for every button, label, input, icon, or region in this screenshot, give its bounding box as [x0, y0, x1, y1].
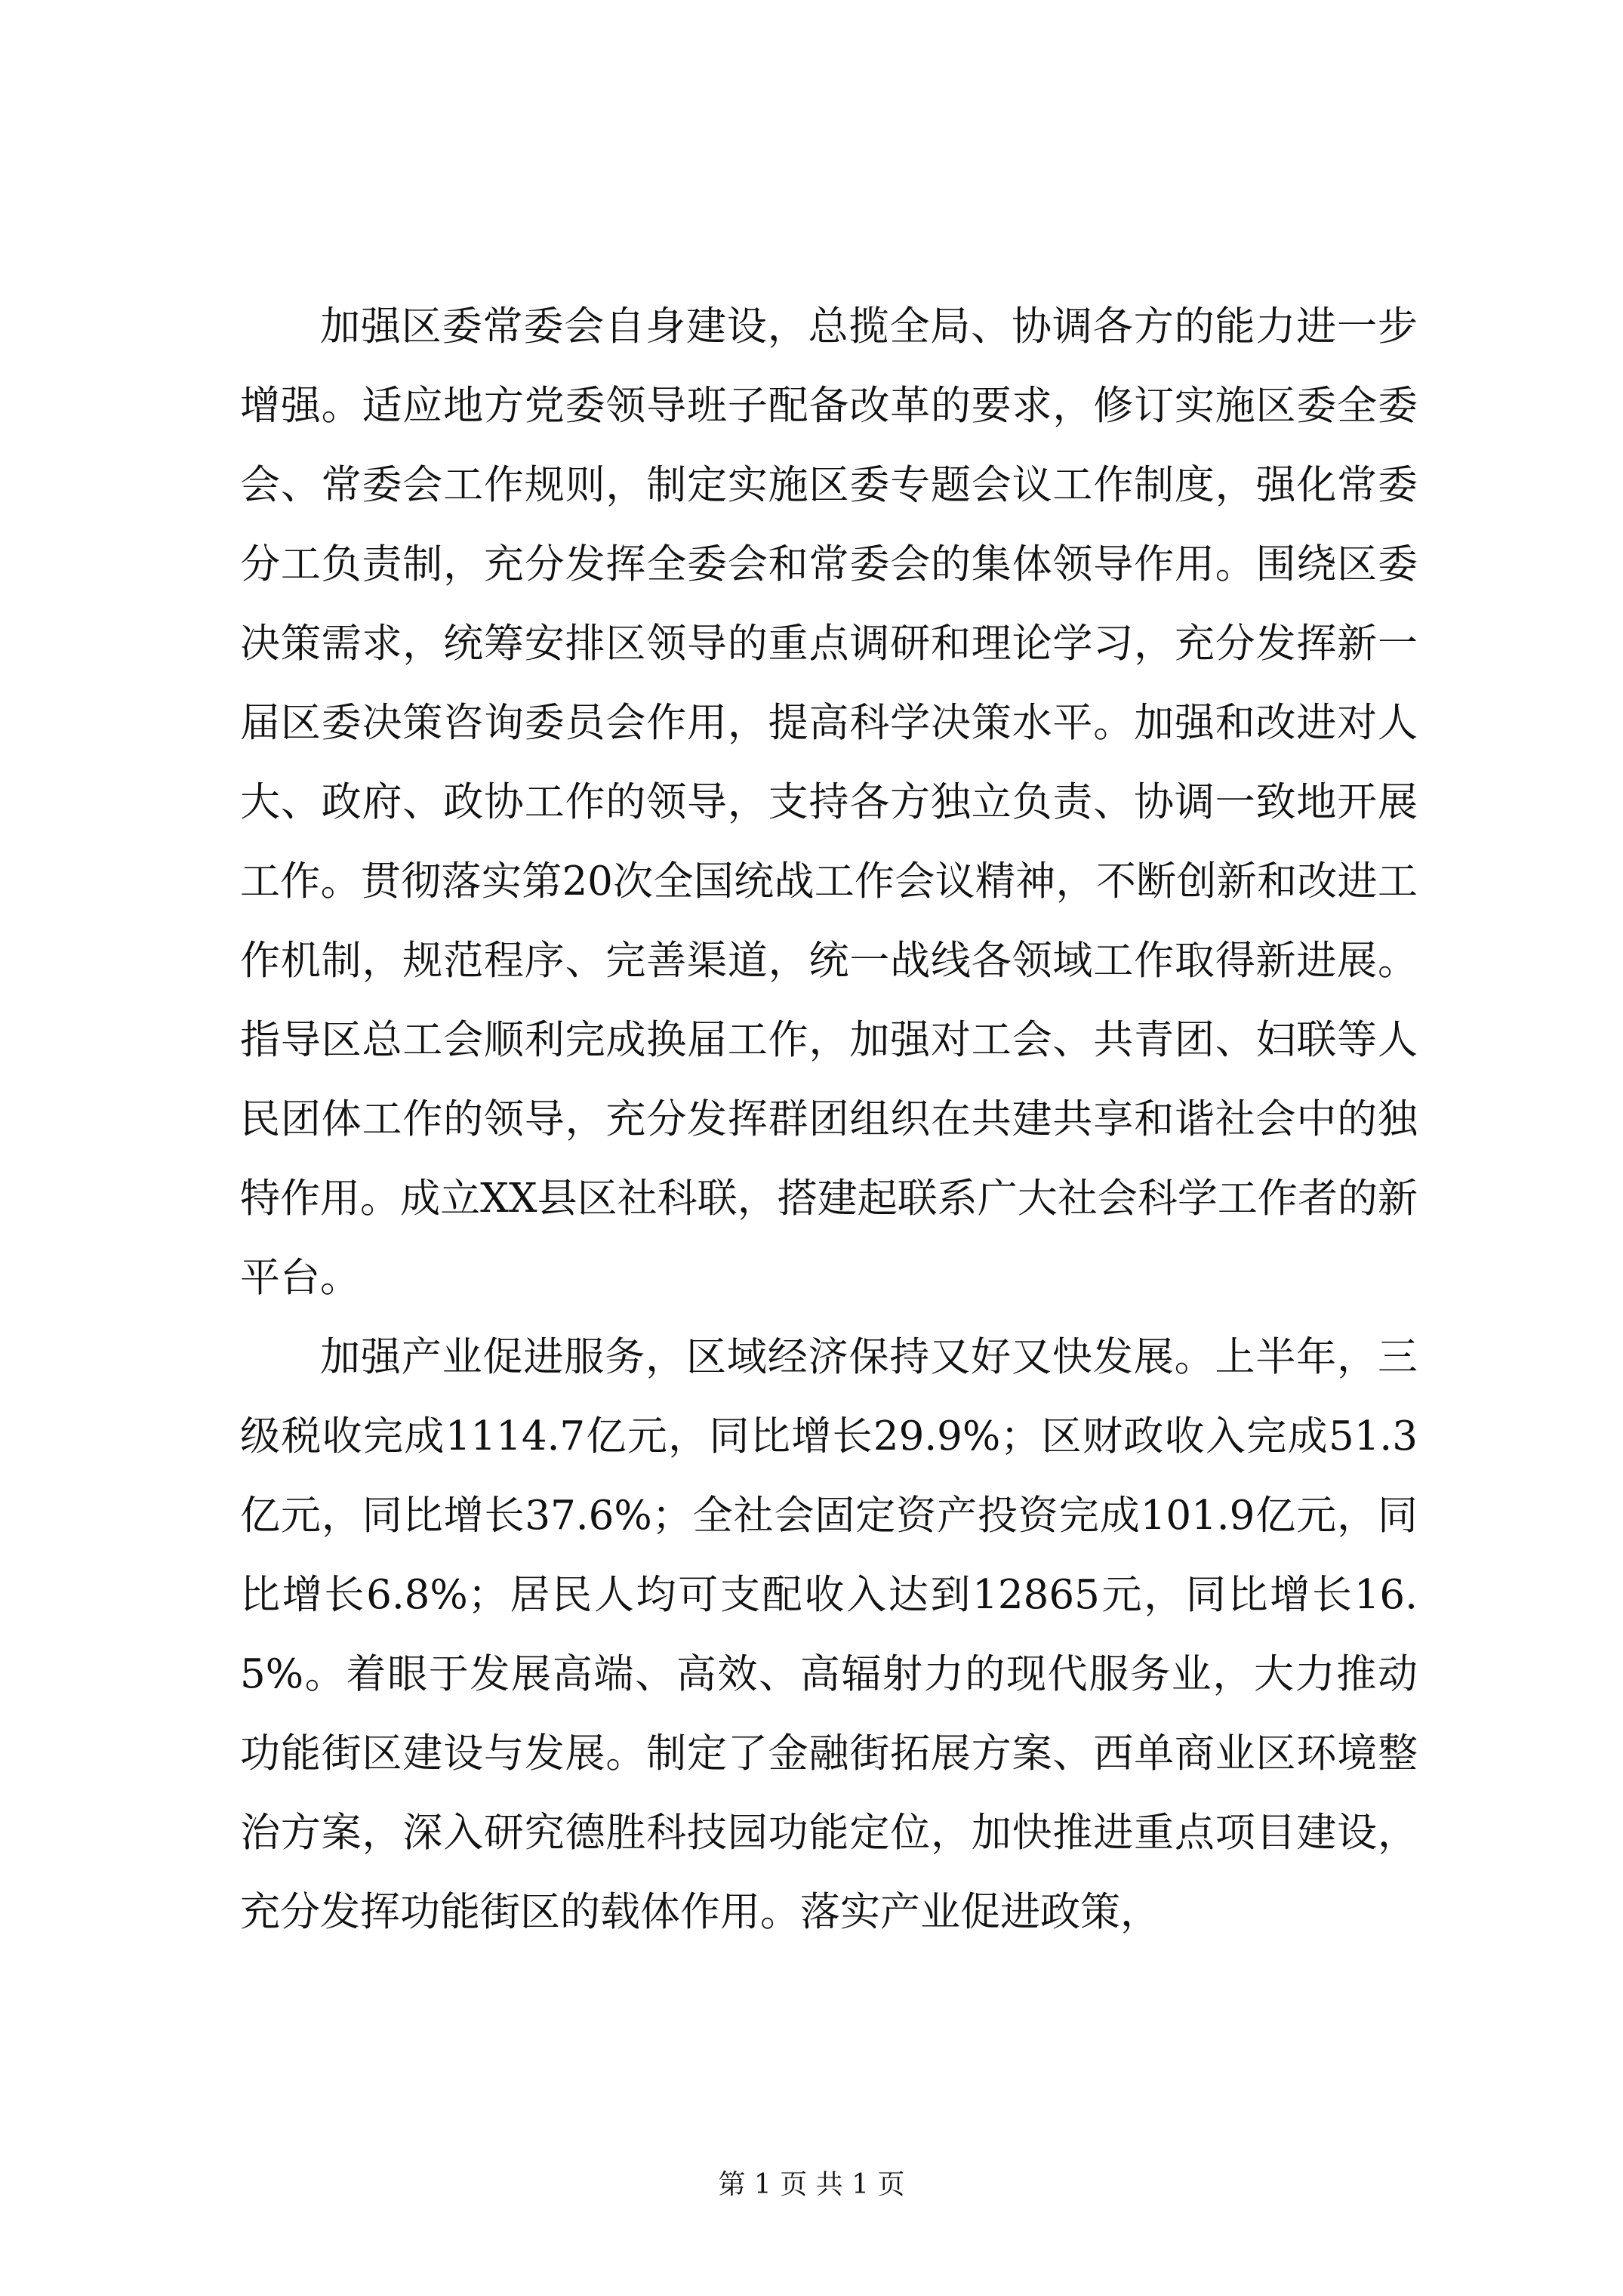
paragraph-leadership: 加强区委常委会自身建设，总揽全局、协调各方的能力进一步增强。适应地方党委领导班子配备改革的要求，修订实施区委全委会、常委会工作规则，制定实施区委专题会议工作制度，强化常委分工负责制，充分发挥全委会和常委会的集体领导作用。围绕区委决策需求，统筹安排区领导的重点调研和理论学习，充分发挥新一届区委决策咨询委员会作用，提高科学决策水平。加强和改进对人大、政府、政协工作的领导，支持各方独立负责、协调一致地开展工作。贯彻落实第20次全国统战工作会议精神，不断创新和改进工作机制，规范程序、完善渠道，统一战线各领域工作取得新进展。指导区总工会顺利完成换届工作，加强对工会、共青团、妇联等人民团体工作的领导，充分发挥群团组织在共建共享和谐社会中的独特作用。成立XX县区社科联，搭建起联系广大社会科学工作者的新平台。 [240, 304, 1418, 1301]
page-number-label: 第 1 页 共 1 页 [718, 2169, 905, 2200]
page-footer [0, 2163, 1623, 2202]
paragraph-economy: 加强产业促进服务，区域经济保持又好又快发展。上半年，三级税收完成1114.7亿元，同比增长29.9%；区财政收入完成51.3亿元，同比增长37.6%；全社会固定资产投资完成101.9亿元，同比增长6.8%；居民人均可支配收入达到12865元，同比增长16.5%。着眼于发展高端、高效、高辐射力的现代服务业，大力推动功能街区建设与发展。制定了金融街拓展方案、西单商业区环境整治方案，深入研究德胜科技园功能定位，加快推进重点项目建设，充分发挥功能街区的载体作用。落实产业促进政策， [240, 1334, 1418, 1935]
document-body [240, 287, 1418, 1952]
